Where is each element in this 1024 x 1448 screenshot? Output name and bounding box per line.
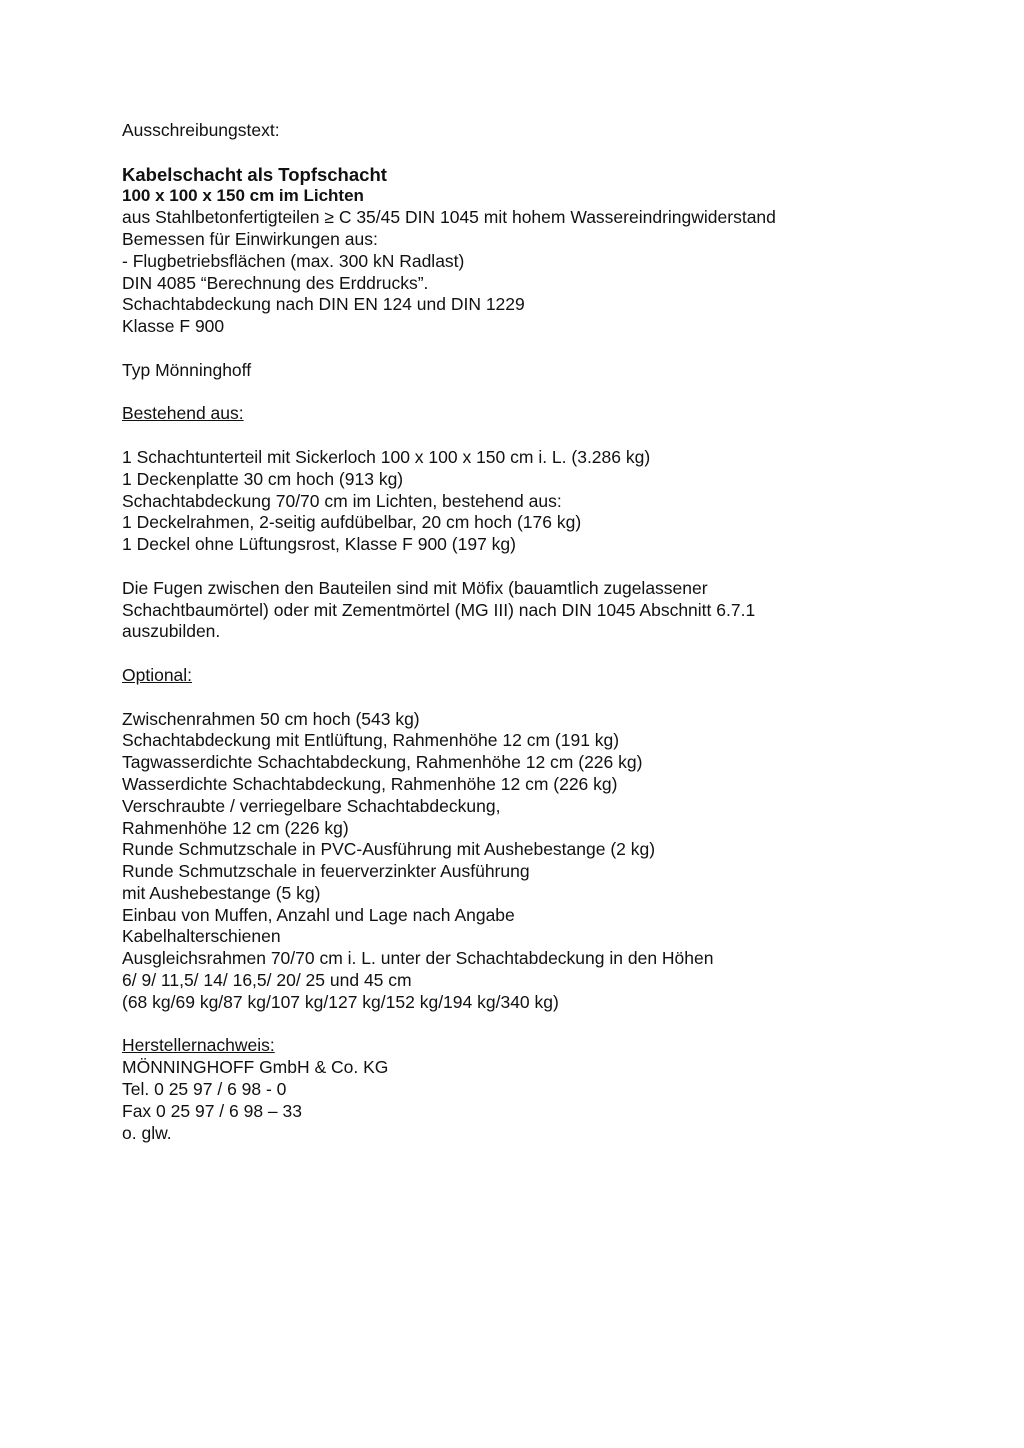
spacer: [122, 338, 962, 360]
document-subtitle: 100 x 100 x 150 cm im Lichten: [122, 186, 364, 206]
spacer: [122, 643, 962, 665]
component-item: Schachtabdeckung 70/70 cm im Lichten, bestehend aus:: [122, 490, 562, 511]
optional-item: Schachtabdeckung mit Entlüftung, Rahmenhöhe 12 cm (191 kg): [122, 730, 620, 751]
description-line: aus Stahlbetonfertigteilen ≥ C 35/45 DIN 1045 mit hohem Wassereindringwiderstand: [122, 207, 776, 228]
description-line: Bemessen für Einwirkungen aus:: [122, 228, 378, 249]
optional-item: mit Aushebestange (5 kg): [122, 882, 321, 903]
optional-item: Kabelhalterschienen: [122, 926, 281, 947]
description-line: - Flugbetriebsflächen (max. 300 kN Radlast): [122, 250, 465, 271]
optional-item: Ausgleichsrahmen 70/70 cm i. L. unter der Schachtabdeckung in den Höhen: [122, 948, 714, 969]
description-line: DIN 4085 “Berechnung des Erddrucks”.: [122, 272, 429, 293]
joints-line: Die Fugen zwischen den Bauteilen sind mit Möfix (bauamtlich zugelassener: [122, 577, 708, 598]
spacer: [122, 425, 962, 447]
spacer: [122, 556, 962, 578]
optional-item: Runde Schmutzschale in feuerverzinkter Ausführung: [122, 861, 530, 882]
optional-item: Rahmenhöhe 12 cm (226 kg): [122, 817, 349, 838]
manufacturer-line: MÖNNINGHOFF GmbH & Co. KG: [122, 1057, 389, 1078]
optional-item: Zwischenrahmen 50 cm hoch (543 kg): [122, 708, 420, 729]
component-item: 1 Schachtunterteil mit Sickerloch 100 x 100 x 150 cm i. L. (3.286 kg): [122, 446, 651, 467]
optional-item: Runde Schmutzschale in PVC-Ausführung mit Aushebestange (2 kg): [122, 839, 656, 860]
optional-item: 6/ 9/ 11,5/ 14/ 16,5/ 20/ 25 und 45 cm: [122, 970, 412, 991]
spacer: [122, 687, 962, 709]
components-heading: Bestehend aus:: [122, 403, 244, 424]
intro-label: Ausschreibungstext:: [122, 120, 280, 140]
description-line: Klasse F 900: [122, 316, 225, 337]
optional-heading: Optional:: [122, 664, 193, 685]
optional-item: (68 kg/69 kg/87 kg/107 kg/127 kg/152 kg/194 kg/340 kg): [122, 991, 559, 1012]
document-title: Kabelschacht als Topfschacht: [122, 163, 387, 185]
optional-item: Wasserdichte Schachtabdeckung, Rahmenhöhe 12 cm (226 kg): [122, 773, 618, 794]
joints-line: auszubilden.: [122, 621, 221, 642]
document-page: [122, 120, 962, 1144]
type-line: Typ Mönninghoff: [122, 359, 252, 380]
spacer: [122, 1014, 962, 1036]
manufacturer-line: Tel. 0 25 97 / 6 98 - 0: [122, 1079, 287, 1100]
manufacturer-heading: Herstellernachweis:: [122, 1035, 275, 1056]
component-item: 1 Deckelrahmen, 2-seitig aufdübelbar, 20 cm hoch (176 kg): [122, 512, 582, 533]
optional-item: Verschraubte / verriegelbare Schachtabdeckung,: [122, 795, 501, 816]
optional-item: Einbau von Muffen, Anzahl und Lage nach Angabe: [122, 904, 515, 925]
description-line: Schachtabdeckung nach DIN EN 124 und DIN 1229: [122, 294, 525, 315]
optional-item: Tagwasserdichte Schachtabdeckung, Rahmenhöhe 12 cm (226 kg): [122, 752, 643, 773]
spacer: [122, 382, 962, 404]
component-item: 1 Deckel ohne Lüftungsrost, Klasse F 900 (197 kg): [122, 534, 516, 555]
spacer: [122, 142, 962, 164]
manufacturer-line: Fax 0 25 97 / 6 98 – 33: [122, 1100, 302, 1121]
manufacturer-line: o. glw.: [122, 1122, 172, 1143]
joints-line: Schachtbaumörtel) oder mit Zementmörtel (MG III) nach DIN 1045 Abschnitt 6.7.1: [122, 599, 756, 620]
component-item: 1 Deckenplatte 30 cm hoch (913 kg): [122, 468, 404, 489]
